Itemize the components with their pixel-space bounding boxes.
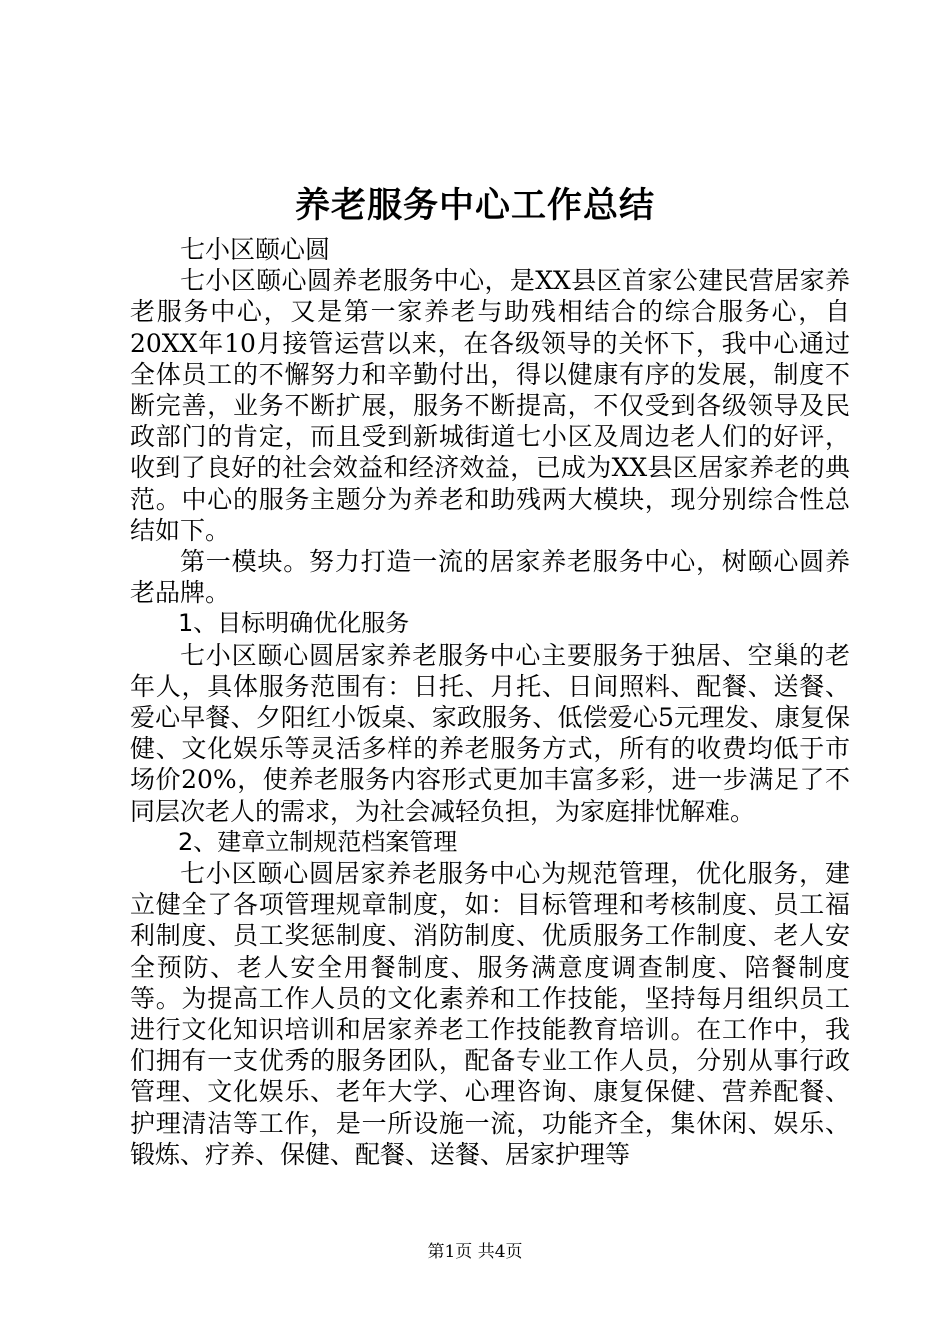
paragraph: 第一模块。努力打造一流的居家养老服务中心，树颐心圆养老品牌。 [130,547,850,608]
paragraph: 七小区颐心圆 [180,235,331,264]
paragraph: 七小区颐心圆居家养老服务中心为规范管理，优化服务，建立健全了各项管理规章制度，如：目标管理和考核制度、员工福利制度、员工奖惩制度、消防制度、优质服务工作制度、老人安全预防、老人安全用餐制度、服务满意度调查制度、陪餐制度等。为提高工作人员的文化素养和工作技能，坚持每月组织员工进行文化知识培训和居家养老工作技能教育培训。在工作中，我们拥有一支优秀的服务团队，配备专业工作人员，分别从事行政管理、文化娱乐、老年大学、心理咨询、康复保健、营养配餐、护理清洁等工作，是一所设施一流，功能齐全，集休闲、娱乐、锻炼、疗养、保健、配餐、送餐、居家护理等 [130,859,850,1169]
section-heading: 2、建章立制规范档案管理 [178,827,458,856]
paragraph: 七小区颐心圆养老服务中心，是XX县区首家公建民营居家养老服务中心，又是第一家养老与助残相结合的综合服务心，自20XX年10月接管运营以来，在各级领导的关怀下，我中心通过全体员工的不懈努力和辛勤付出，得以健康有序的发展，制度不断完善，业务不断扩展，服务不断提高，不仅受到各级领导及民政部门的肯定，而且受到新城街道七小区及周边老人们的好评，收到了良好的社会效益和经济效益，已成为XX县区居家养老的典范。中心的服务主题分为养老和助残两大模块，现分别综合性总结如下。 [130,266,850,545]
section-heading: 1、目标明确优化服务 [178,609,410,638]
paragraph: 七小区颐心圆居家养老服务中心主要服务于独居、空巢的老年人，具体服务范围有：日托、月托、日间照料、配餐、送餐、爱心早餐、夕阳红小饭桌、家政服务、低偿爱心5元理发、康复保健、文化娱乐等灵活多样的养老服务方式，所有的收费均低于市场价20%，使养老服务内容形式更加丰富多彩，进一步满足了不同层次老人的需求，为社会减轻负担，为家庭排忧解难。 [130,640,850,826]
document-body [130,234,850,1170]
page-footer: 第1页 共4页 [427,1242,523,1262]
document-title: 养老服务中心工作总结 [294,185,655,226]
